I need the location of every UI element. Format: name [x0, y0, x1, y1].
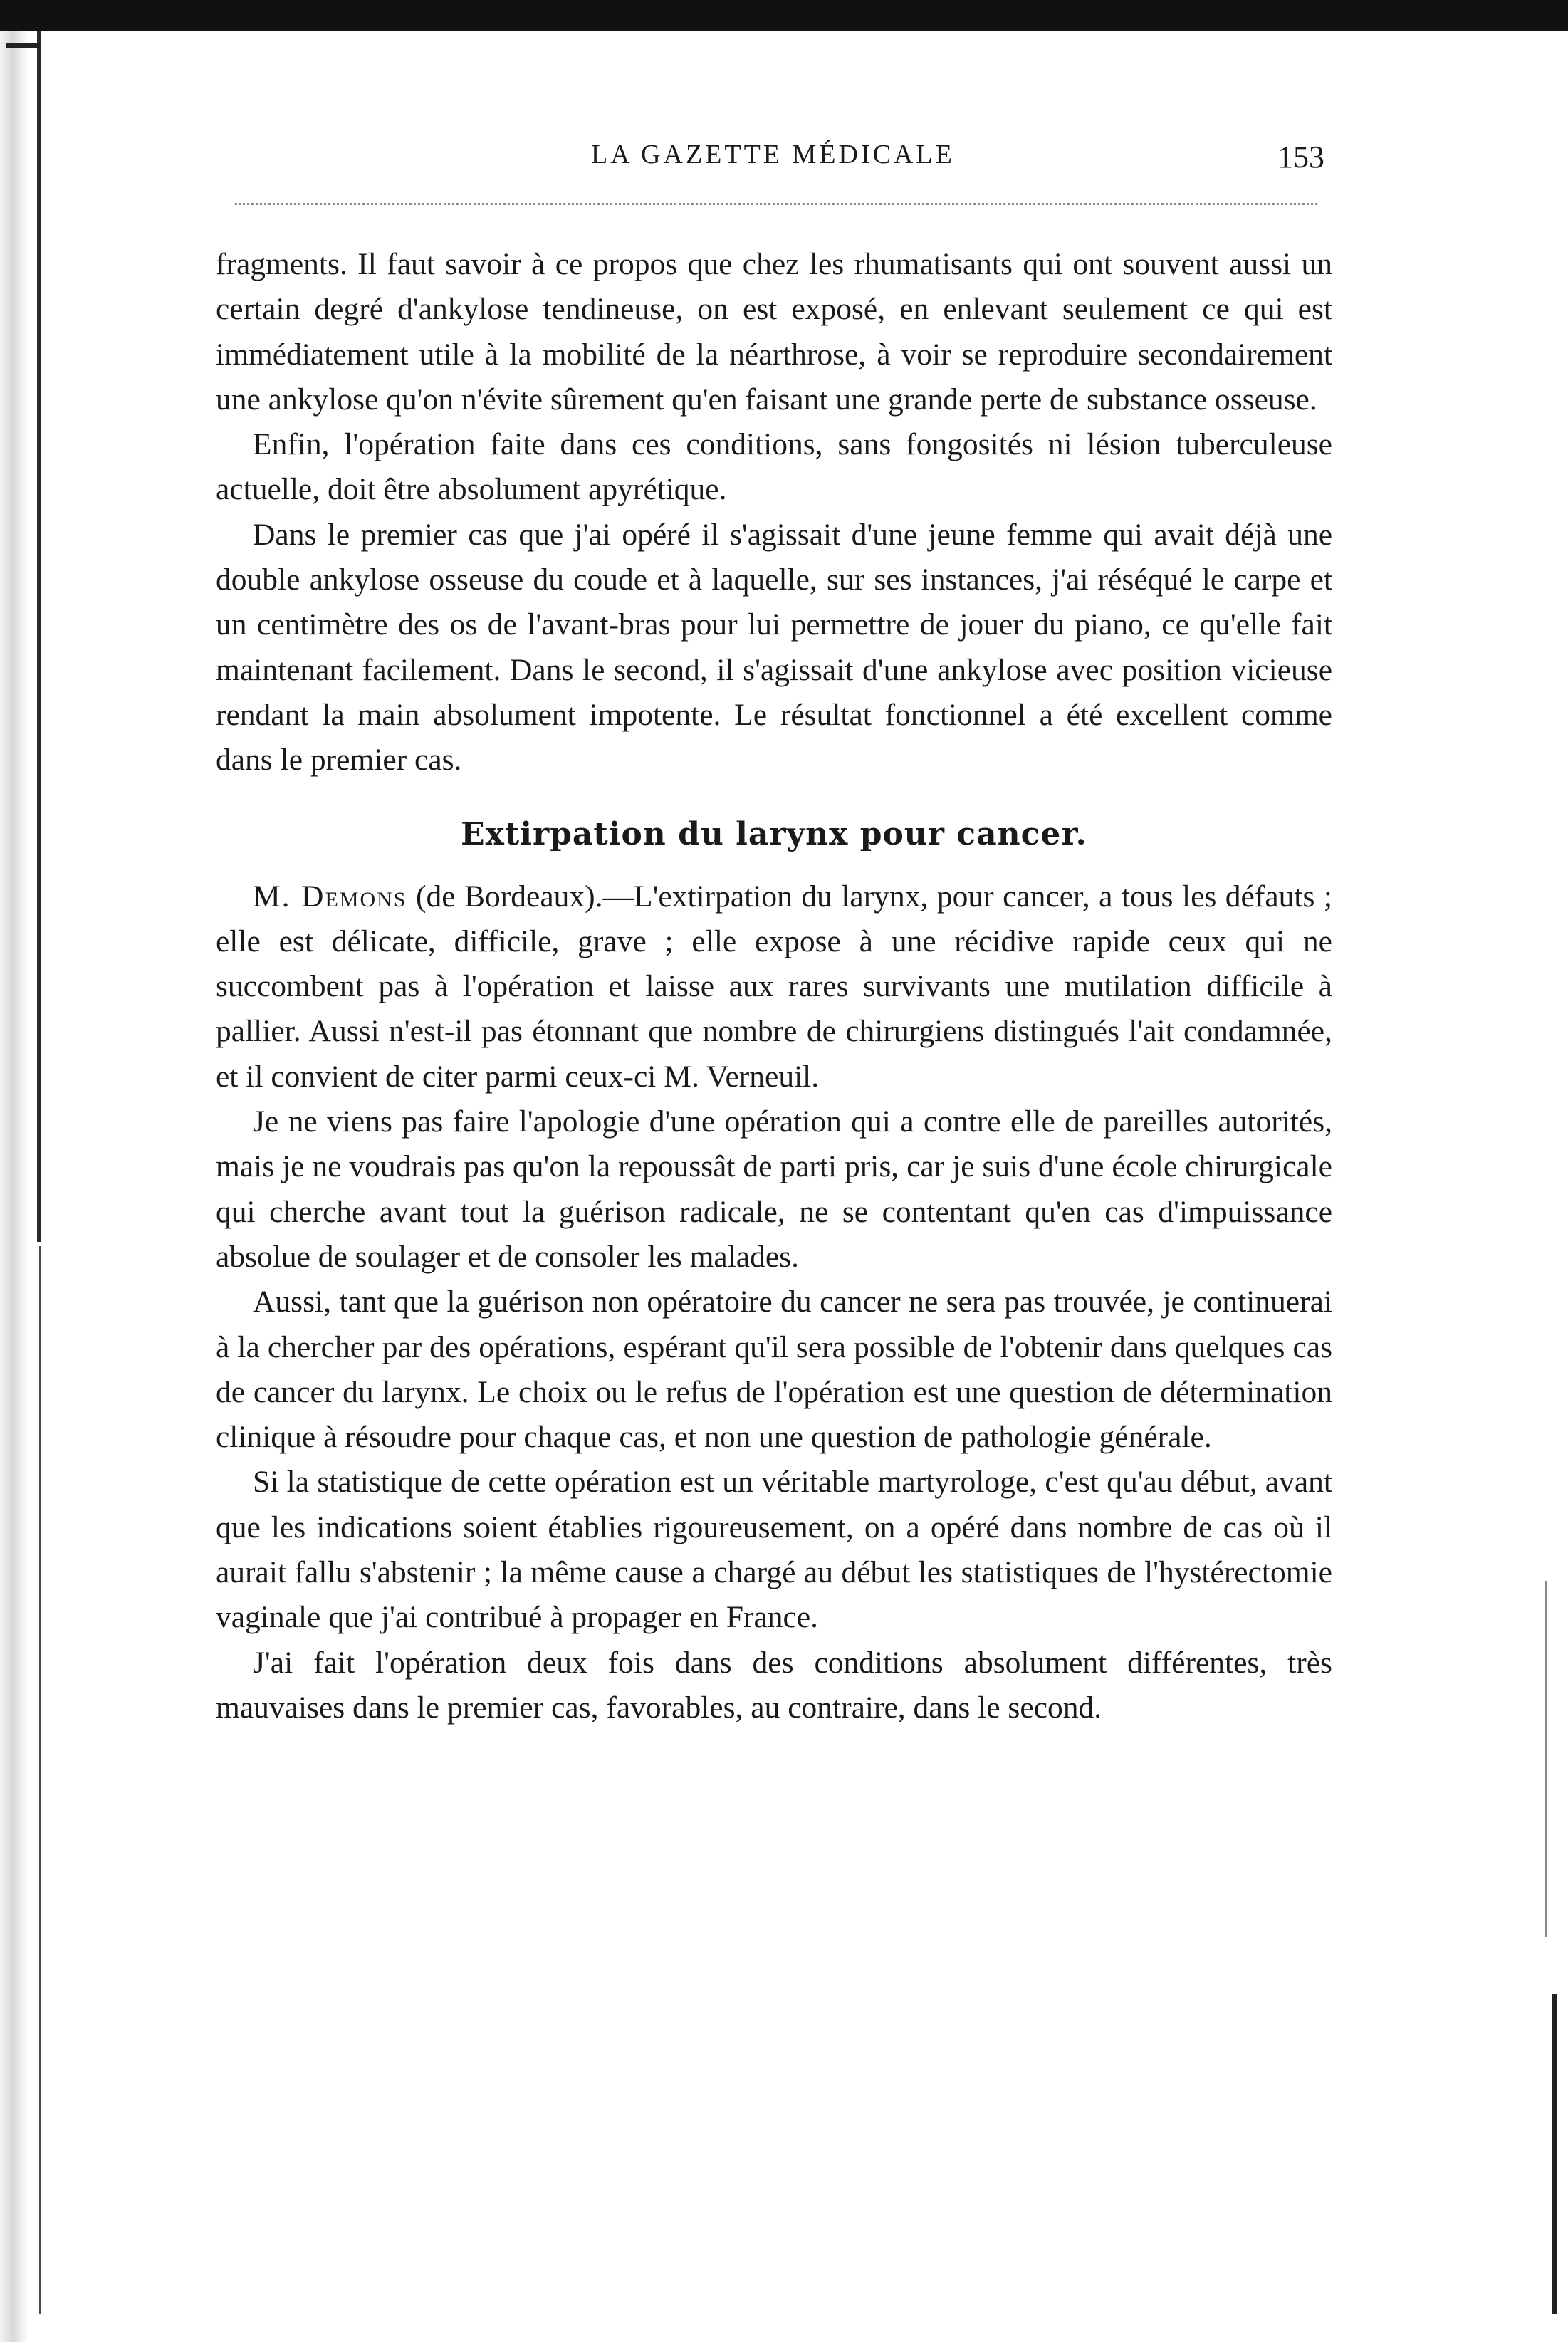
right-scan-mark-faint: [1545, 1581, 1547, 1937]
paragraph: Enfin, l'opération faite dans ces conditions, sans fongosités ni lésion tuberculeuse actuelle, doit être absolument apyrétique.: [216, 427, 1332, 507]
paragraph: Si la statistique de cette opération est un véritable martyrologe, c'est qu'au début, avant que les indications soient établies rigoureusement, on a opéré dans nombre de cas où il aurait fallu s'abstenir ; la même cause a chargé au début les statistiques de l'hystérectomie vaginale que j'ai contribué à propager en France.: [216, 1465, 1332, 1635]
corner-mark: [6, 43, 40, 48]
section-heading: Extirpation du larynx pour cancer.: [461, 815, 1087, 852]
paragraph-continuation: fragments. Il faut savoir à ce propos que chez les rhumatisants qui ont souvent aussi un certain degré d'ankylose tendineuse, on est exposé, en enlevant seulement ce qui est immédiatement utile à la mobilité de la néarthrose, à voir se reproduire secondairement une ankylose qu'on n'évite sûrement qu'en faisant une grande perte de substance osseuse.: [216, 247, 1332, 417]
right-scan-mark: [1552, 1994, 1557, 2314]
paragraph: Aussi, tant que la guérison non opératoire du cancer ne sera pas trouvée, je continuerai à la chercher par des opérations, espérant qu'il sera possible de l'obtenir dans quelques cas de cancer du larynx. Le choix ou le refus de l'opération est une question de détermination clinique à résoudre pour chaque cas, et non une question de pathologie générale.: [216, 1285, 1332, 1455]
journal-title: LA GAZETTE MÉDICALE: [591, 140, 955, 169]
page-margin: [43, 31, 1568, 53]
running-header: [214, 139, 1324, 179]
left-binding-line-lower: [39, 1246, 41, 2314]
speaker-name: M. Demons: [253, 879, 407, 914]
paragraph: J'ai fait l'opération deux fois dans des conditions absolument différentes, très mauvaises dans le premier cas, favorables, au contraire, dans le second.: [216, 1645, 1332, 1725]
article-body: [216, 242, 1332, 1730]
paragraph: Je ne viens pas faire l'apologie d'une opération qui a contre elle de pareilles autorités, mais je ne voudrais pas qu'on la repoussât de parti pris, car je suis d'une école chirurgicale qui cherche avant tout la guérison radicale, ne se contentant qu'en cas d'impuissance absolue de soulager et de consoler les malades.: [216, 1104, 1332, 1274]
page-number: 153: [1277, 140, 1324, 174]
paragraph-text: (de Bordeaux).—L'extirpation du larynx, pour cancer, a tous les défauts ; elle est délicate, difficile, grave ; elle expose à une récidive rapide ceux qui ne succombent pas à l'opération et laisse aux rares survivants une mutilation difficile à pallier. Aussi n'est-il pas étonnant que nombre de chirurgiens distingués l'ait condamnée, et il convient de citer parmi ceux-ci M. Verneuil.: [216, 879, 1332, 1094]
left-scan-edge: [0, 31, 41, 2342]
top-page-border: [0, 0, 1568, 31]
paragraph: Dans le premier cas que j'ai opéré il s'agissait d'une jeune femme qui avait déjà une double ankylose osseuse du coude et à laquelle, sur ses instances, j'ai réséqué le carpe et un centimètre des os de l'avant-bras pour lui permettre de jouer du piano, ce qu'elle fait maintenant facilement. Dans le second, il s'agissait d'une ankylose avec position vicieuse rendant la main absolument impotente. Le résultat fonctionnel a été excellent comme dans le premier cas.: [216, 517, 1332, 778]
left-binding-line: [37, 31, 41, 1242]
header-rule: [235, 203, 1317, 205]
paragraph-speaker: [216, 874, 1332, 1099]
